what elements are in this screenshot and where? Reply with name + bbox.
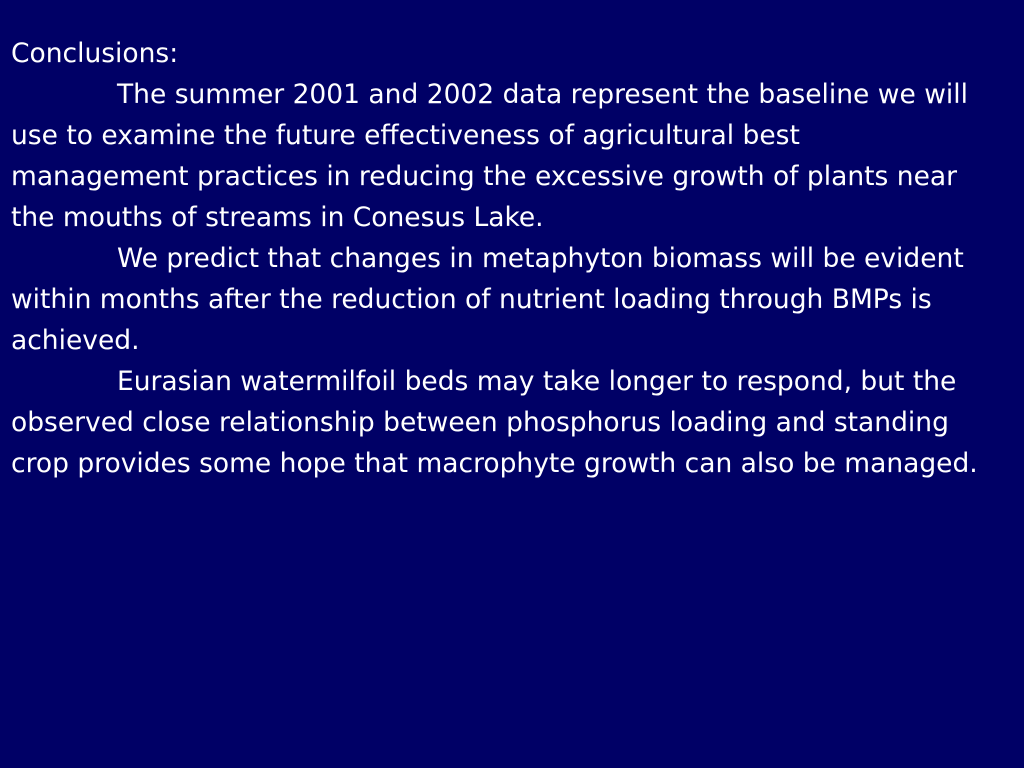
slide-paragraph-metaphyton: We predict that changes in metaphyton biomass will be evident within months after the reduction of nutrient loading through BMPs is achieved.	[11, 243, 964, 356]
slide-paragraph-watermilfoil: Eurasian watermilfoil beds may take longer to respond, but the observed close relationship between phosphorus loading and standing crop provides some hope that macrophyte growth can also be managed.	[11, 366, 978, 479]
slide-paragraph-baseline: The summer 2001 and 2002 data represent the baseline we will use to examine the future effectiveness of agricultural best management practices in reducing the excessive growth of plants near the mouths of streams in Conesus Lake.	[11, 79, 968, 233]
slide-heading: Conclusions:	[11, 38, 179, 69]
